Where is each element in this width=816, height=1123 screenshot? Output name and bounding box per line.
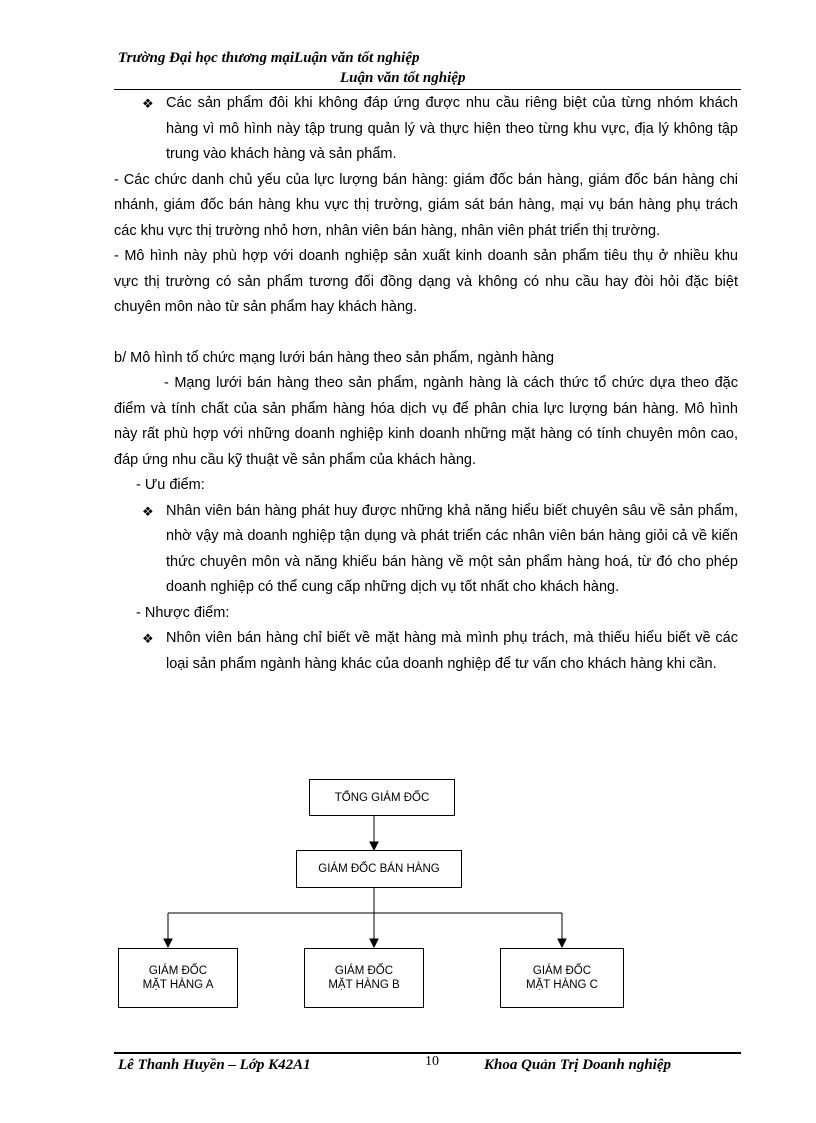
- org-box-label: MẶT HÀNG A: [142, 979, 214, 991]
- paragraph-product-model: - Mạng lưới bán hàng theo sản phẩm, ngành hàng là cách thức tổ chức dựa theo đặc điểm và tính chất của sản phẩm hàng hóa dịch vụ để phân chia lực lượng bán hàng. Mô hình này rất phù hợp với những doanh nghiệp kinh doanh những mặt hàng có tính chuyên môn cao, đáp ứng nhu cầu kỹ thuật về sản phẩm của khách hàng.: [114, 375, 738, 468]
- org-box-product-a: [118, 948, 238, 1008]
- org-box-label: GIÁM ĐỐC: [148, 965, 208, 977]
- advantages-label: - Ưu điểm:: [136, 477, 205, 493]
- org-box-product-b: [304, 948, 424, 1008]
- header-school-title: Trường Đại học thương mạiLuận văn tốt nghiệp: [118, 50, 420, 66]
- org-box-label: TỔNG GIÁM ĐỐC: [334, 791, 430, 804]
- org-box-ceo: [309, 779, 455, 816]
- section-title: b/ Mô hình tổ chức mạng lưới bán hàng theo sản phẩm, ngành hàng: [114, 349, 555, 366]
- footer-author: Lê Thanh Huyền – Lớp K42A1: [118, 1057, 311, 1073]
- org-box-label: MẶT HÀNG B: [328, 979, 400, 991]
- org-box-product-c: [500, 948, 624, 1008]
- paragraph-model-fit: - Mô hình này phù hợp với doanh nghiệp sản xuất kinh doanh sản phẩm tiêu thụ ở nhiều khu vực thị trường có sản phẩm tương đối đồng dạng và không có nhu cầu hay đòi hỏi đặc biệt chuyên môn nào từ sản phẩm hay khách hàng.: [114, 248, 738, 315]
- page-number: 10: [425, 1054, 439, 1069]
- header-thesis-title: Luận văn tốt nghiệp: [340, 70, 466, 86]
- bullet-text: Các sản phẩm đôi khi không đáp ứng được nhu cầu riêng biệt của từng nhóm khách hàng vì mô hình này tập trung quản lý và thực hiện theo từng khu vực, địa lý không tập trung vào khách hàng và sản phẩm.: [166, 95, 738, 162]
- bullet-diamond-icon: ❖: [142, 96, 154, 111]
- paragraph-sales-titles: - Các chức danh chủ yếu của lực lượng bán hàng: giám đốc bán hàng, giám đốc bán hàng chi nhánh, giám đốc bán hàng khu vực thị trường, giám sát bán hàng, mại vụ bán hàng phụ trách các khu vực thị trường nhỏ hơn, nhân viên bán hàng, nhân viên phát triển thị trường.: [114, 171, 738, 239]
- org-box-label: MẶT HÀNG C: [526, 979, 598, 991]
- disadvantages-label: - Nhược điểm:: [136, 604, 230, 621]
- org-box-sales-director: [296, 850, 462, 888]
- org-box-label: GIÁM ĐỐC: [334, 965, 394, 977]
- bullet-text: Nhôn viên bán hàng chỉ biết về mặt hàng mà mình phụ trách, mà thiếu hiểu biết về các loại sản phẩm ngành hàng khác của doanh nghiệp để tư vấn cho khách hàng khi cần.: [166, 630, 738, 672]
- org-box-label: GIÁM ĐỐC BÁN HÀNG: [318, 863, 440, 875]
- org-box-label: GIÁM ĐỐC: [532, 965, 592, 977]
- bullet-diamond-icon: ❖: [142, 503, 154, 519]
- footer-department: Khoa Quản Trị Doanh nghiệp: [484, 1057, 672, 1073]
- bullet-text: Nhân viên bán hàng phát huy được những khả năng hiểu biết chuyên sâu về sản phẩm, nhờ vậy mà doanh nghiệp tận dụng và phát triển các nhân viên bán hàng giỏi cả về kiến thức chuyên môn và năng khiếu bán hàng về một sản phẩm hàng hoá, từ đó cho phép doanh nghiệp có thể cung cấp những dịch vụ tốt nhất cho khách hàng.: [166, 502, 738, 595]
- bullet-diamond-icon: ❖: [142, 631, 154, 646]
